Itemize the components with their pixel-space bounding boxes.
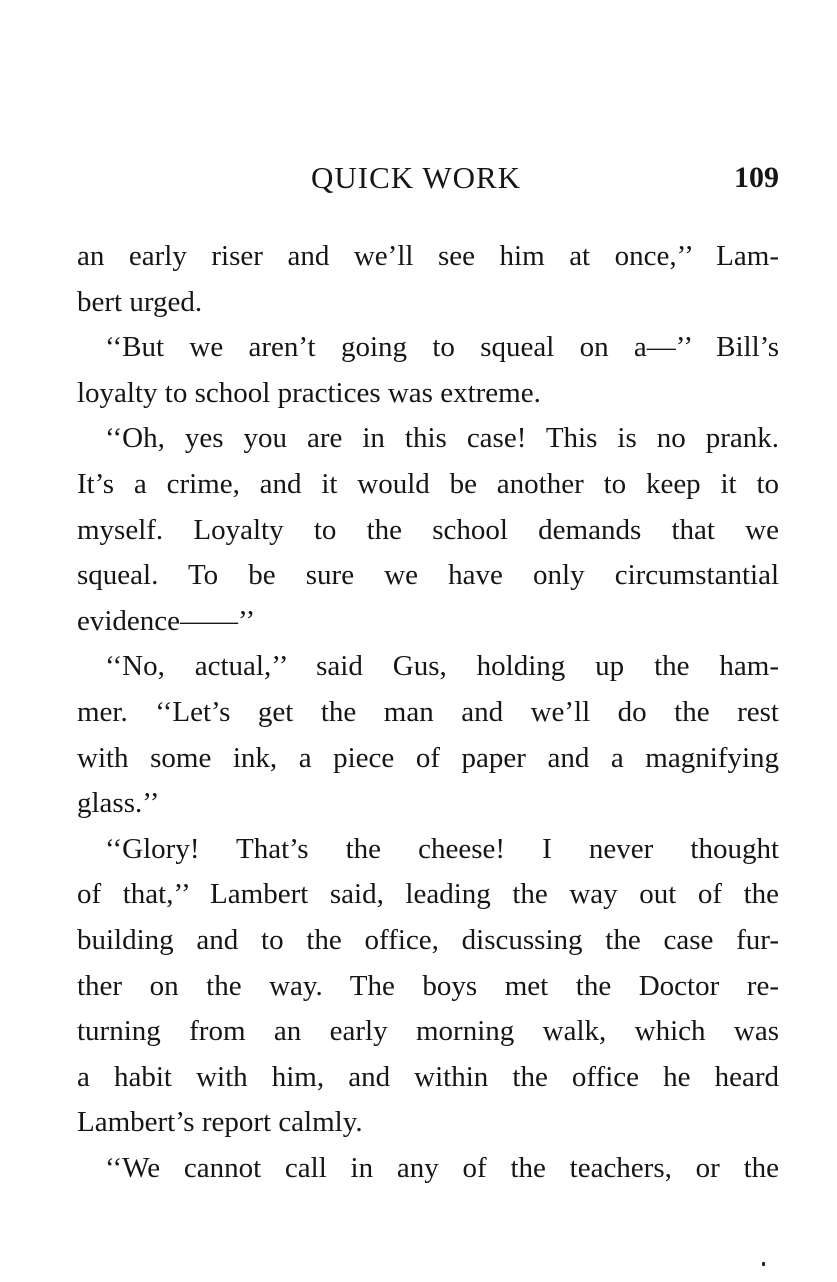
text-line: bert urged. xyxy=(77,285,203,318)
text-line: building and to the office, discussing the case fur- xyxy=(77,923,779,956)
text-line: ther on the way. The boys met the Doctor re- xyxy=(77,969,779,1002)
text-line: ‘‘Glory! That’s the cheese! I never thought xyxy=(105,832,779,865)
text-line: ‘‘But we aren’t going to squeal on a—’’ Bill’s xyxy=(105,331,779,364)
text-line: of that,’’ Lambert said, leading the way out of the xyxy=(77,878,779,911)
running-title: QUICK WORK xyxy=(311,160,522,195)
text-line: ‘‘Oh, yes you are in this case! This is no prank. xyxy=(105,422,779,455)
text-line: squeal. To be sure we have only circumstantial xyxy=(77,559,779,592)
text-line: ‘‘No, actual,’’ said Gus, holding up the ham- xyxy=(105,650,779,683)
page-number: 109 xyxy=(734,161,779,194)
text-line: a habit with him, and within the office he heard xyxy=(77,1060,779,1093)
text-line: an early riser and we’ll see him at once,’’ Lam- xyxy=(77,240,779,272)
text-line: ‘‘We cannot call in any of the teachers, or the xyxy=(105,1151,779,1184)
text-line: myself. Loyalty to the school demands that we xyxy=(77,513,779,546)
body-text xyxy=(77,234,779,1191)
text-line: glass.’’ xyxy=(77,787,160,820)
text-line: with some ink, a piece of paper and a magnifying xyxy=(77,741,779,774)
text-line: mer. ‘‘Let’s get the man and we’ll do the rest xyxy=(77,695,779,728)
text-line: Lambert’s report calmly. xyxy=(77,1106,363,1139)
running-header xyxy=(0,158,837,198)
print-speck xyxy=(762,1262,765,1266)
text-line: evidence——’’ xyxy=(77,604,256,637)
text-line: loyalty to school practices was extreme. xyxy=(77,376,541,409)
text-line: turning from an early morning walk, which was xyxy=(77,1015,779,1048)
text-line: It’s a crime, and it would be another to keep it to xyxy=(77,467,779,500)
